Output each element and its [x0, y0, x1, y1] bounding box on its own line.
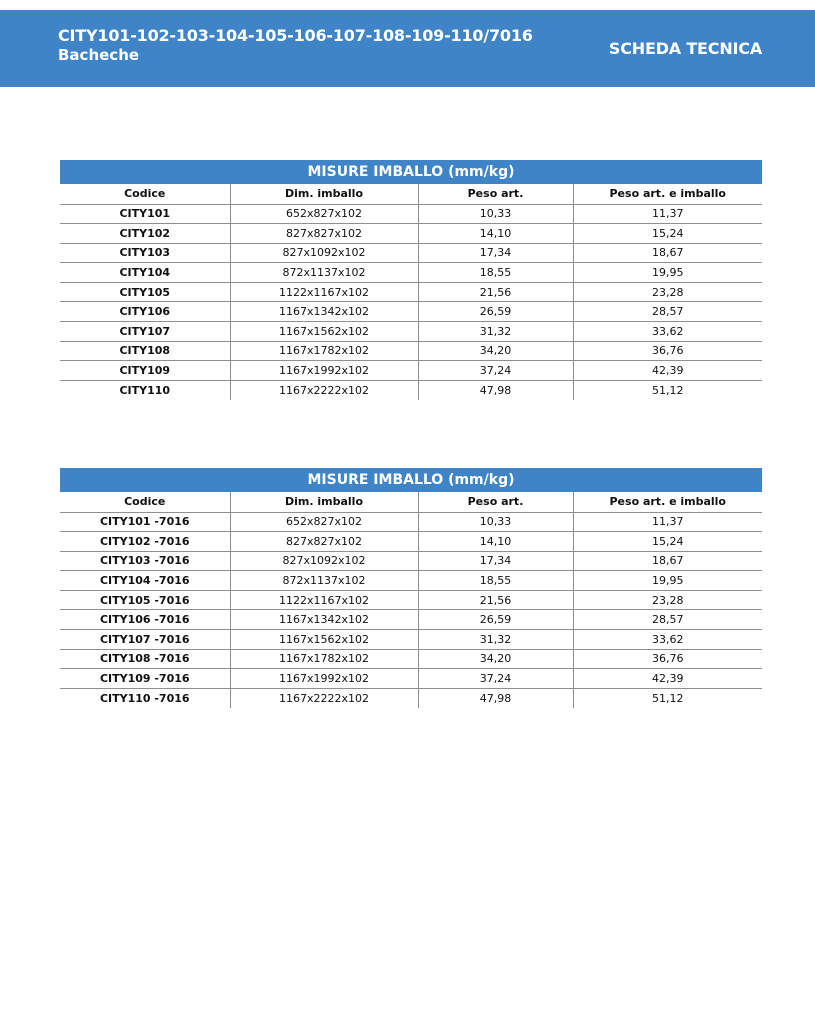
cell-dimensions: 1167x1782x102: [230, 341, 418, 361]
cell-dimensions: 1167x1342x102: [230, 302, 418, 322]
cell-item-weight: 17,34: [418, 243, 573, 263]
table-row: [60, 282, 762, 302]
cell-item-weight: 21,56: [418, 590, 573, 610]
cell-gross-weight: 28,57: [573, 302, 762, 322]
page-header: [0, 10, 815, 87]
cell-code: CITY110 -7016: [99, 691, 190, 705]
cell-code: CITY102: [60, 224, 230, 244]
table-row: [60, 649, 762, 669]
cell-gross-weight: 42,39: [573, 361, 762, 381]
cell-gross-weight: 19,95: [573, 263, 762, 283]
column-header-item-weight: Peso art.: [418, 184, 573, 204]
table-row: [60, 302, 762, 322]
cell-code: CITY105: [60, 282, 230, 302]
table-row: [60, 571, 762, 591]
cell-gross-weight: 23,28: [573, 590, 762, 610]
cell-dimensions: 827x1092x102: [230, 551, 418, 571]
table-row: [60, 243, 762, 263]
cell-code: CITY108: [60, 341, 230, 361]
cell-gross-weight: 33,62: [573, 322, 762, 342]
cell-gross-weight: 23,28: [573, 282, 762, 302]
table-row: [60, 322, 762, 342]
cell-code: CITY106 -7016: [60, 610, 230, 630]
cell-item-weight: 47,98: [418, 380, 573, 400]
cell-code: CITY107: [60, 322, 230, 342]
cell-gross-weight: 18,67: [573, 551, 762, 571]
column-header-package-dimensions: Dim. imballo: [230, 184, 418, 204]
cell-gross-weight: 36,76: [573, 649, 762, 669]
table-row: [60, 630, 762, 650]
table-row: [60, 380, 762, 400]
product-codes-title: CITY101-102-103-104-105-106-107-108-109-110/7016: [58, 26, 533, 45]
table-row: [60, 361, 762, 381]
cell-code: CITY102 -7016: [60, 532, 230, 552]
cell-dimensions: 652x827x102: [230, 204, 418, 224]
cell-code: CITY104: [60, 263, 230, 283]
cell-code: CITY109: [60, 361, 230, 381]
cell-item-weight: 34,20: [418, 341, 573, 361]
table-row: [60, 688, 762, 708]
cell-item-weight: 26,59: [418, 610, 573, 630]
cell-dimensions: 1167x1562x102: [230, 322, 418, 342]
cell-dimensions: 1167x1342x102: [230, 610, 418, 630]
packaging-table-7016: [60, 468, 762, 708]
cell-item-weight: 47,98: [418, 688, 573, 708]
cell-dimensions: 827x827x102: [230, 532, 418, 552]
cell-code: CITY101: [60, 204, 230, 224]
cell-code: CITY108 -7016: [60, 649, 230, 669]
column-header-package-dimensions: Dim. imballo: [230, 492, 418, 512]
cell-code: CITY109 -7016: [60, 669, 230, 689]
cell-gross-weight: 11,37: [573, 204, 762, 224]
cell-dimensions: 827x1092x102: [230, 243, 418, 263]
cell-item-weight: 10,33: [418, 512, 573, 532]
cell-dimensions: 872x1137x102: [230, 263, 418, 283]
cell-gross-weight: 36,76: [573, 341, 762, 361]
cell-dimensions: 827x827x102: [230, 224, 418, 244]
cell-dimensions: 1167x1992x102: [230, 361, 418, 381]
cell-dimensions: 1167x2222x102: [230, 688, 418, 708]
page-top-margin: [0, 0, 815, 10]
table-row: [60, 610, 762, 630]
cell-item-weight: 18,55: [418, 263, 573, 283]
column-header-gross-weight: Peso art. e imballo: [573, 184, 762, 204]
cell-code: CITY106: [60, 302, 230, 322]
cell-dimensions: 652x827x102: [230, 512, 418, 532]
cell-code: CITY103 -7016: [60, 551, 230, 571]
cell-gross-weight: 18,67: [573, 243, 762, 263]
cell-code: CITY101 -7016: [60, 512, 230, 532]
table-caption: MISURE IMBALLO (mm/kg): [60, 468, 762, 492]
cell-item-weight: 31,32: [418, 322, 573, 342]
cell-gross-weight: 42,39: [573, 669, 762, 689]
cell-item-weight: 17,34: [418, 551, 573, 571]
cell-dimensions: 1167x1782x102: [230, 649, 418, 669]
cell-dimensions: 1167x1992x102: [230, 669, 418, 689]
cell-item-weight: 37,24: [418, 361, 573, 381]
cell-code: CITY107 -7016: [60, 630, 230, 650]
cell-item-weight: 21,56: [418, 282, 573, 302]
table-row: [60, 224, 762, 244]
table-row: [60, 551, 762, 571]
cell-gross-weight: 33,62: [573, 630, 762, 650]
table-row: [60, 341, 762, 361]
cell-gross-weight: 28,57: [573, 610, 762, 630]
table-row: [60, 512, 762, 532]
column-header-gross-weight: Peso art. e imballo: [573, 492, 762, 512]
cell-gross-weight: 19,95: [573, 571, 762, 591]
cell-item-weight: 18,55: [418, 571, 573, 591]
table-caption: MISURE IMBALLO (mm/kg): [60, 160, 762, 184]
table-row: [60, 204, 762, 224]
cell-code: CITY104 -7016: [60, 571, 230, 591]
column-header-code: Codice: [60, 184, 230, 204]
cell-item-weight: 14,10: [418, 532, 573, 552]
cell-item-weight: 14,10: [418, 224, 573, 244]
cell-gross-weight: 51,12: [573, 688, 762, 708]
cell-item-weight: 37,24: [418, 669, 573, 689]
cell-item-weight: 26,59: [418, 302, 573, 322]
table-row: [60, 590, 762, 610]
cell-gross-weight: 51,12: [573, 380, 762, 400]
cell-dimensions: 1122x1167x102: [230, 282, 418, 302]
cell-item-weight: 10,33: [418, 204, 573, 224]
table-row: [60, 532, 762, 552]
cell-code: CITY105 -7016: [60, 590, 230, 610]
cell-item-weight: 31,32: [418, 630, 573, 650]
cell-code: CITY103: [60, 243, 230, 263]
table-row: [60, 669, 762, 689]
cell-item-weight: 34,20: [418, 649, 573, 669]
cell-gross-weight: 15,24: [573, 224, 762, 244]
cell-dimensions: 1167x1562x102: [230, 630, 418, 650]
cell-dimensions: 1122x1167x102: [230, 590, 418, 610]
column-header-code: Codice: [60, 492, 230, 512]
column-header-item-weight: Peso art.: [418, 492, 573, 512]
cell-gross-weight: 15,24: [573, 532, 762, 552]
packaging-table-standard: [60, 160, 762, 400]
table-row: [60, 263, 762, 283]
product-category-subtitle: Bacheche: [58, 46, 140, 64]
cell-gross-weight: 11,37: [573, 512, 762, 532]
cell-dimensions: 1167x2222x102: [230, 380, 418, 400]
cell-dimensions: 872x1137x102: [230, 571, 418, 591]
document-type-label: SCHEDA TECNICA: [608, 39, 762, 58]
cell-code: CITY110: [119, 383, 171, 397]
